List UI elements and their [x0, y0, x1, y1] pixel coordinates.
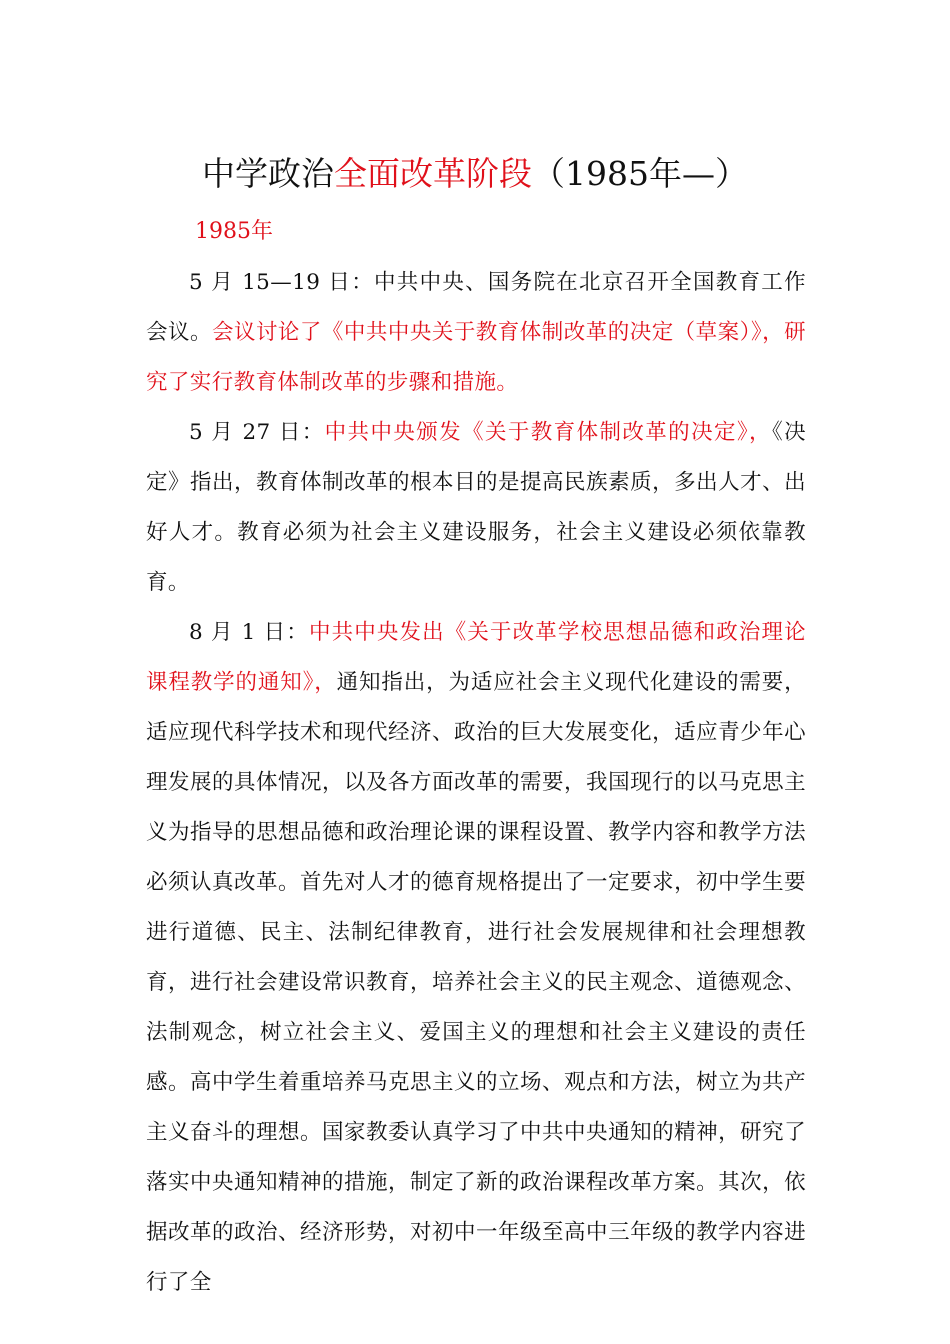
year-heading: 1985年 [195, 219, 273, 244]
paragraph-2-text-b: 《决定》指出，教育体制改革的根本目的是提高民族素质，多出人才、出好人才。教育必须为社会主义建设服务，社会主义建设必须依靠教育。 [146, 420, 806, 595]
paragraph-3-date: 8 月 1 日： [189, 620, 309, 645]
paragraph-3 [146, 608, 806, 1308]
title-part-3: （1985年—） [532, 154, 748, 193]
paragraph-1-highlight: 会议讨论了《中共中央关于教育体制改革的决定（草案）》，研究了实行教育体制改革的步骤和措施。 [146, 320, 807, 395]
paragraph-1-date: 5 月 15—19 日： [189, 270, 374, 295]
paragraph-1-text-a: 中共中央、国务院在北京召开全国教育工作会议。 [146, 270, 806, 345]
paragraph-2 [146, 408, 806, 608]
title-part-2: 全面改革阶段 [334, 154, 532, 193]
title-part-1: 中学政治 [202, 154, 334, 193]
paragraph-3-text-b: 通知指出，为适应社会主义现代化建设的需要，适应现代科学技术和现代经济、政治的巨大发展变化，适应青少年心理发展的具体情况，以及各方面改革的需要，我国现行的以马克思主义为指导的思想品德和政治理论课的课程设置、教学内容和教学方法必须认真改革。首先对人才的德育规格提出了一定要求，初中学生要进行道德、民主、法制纪律教育，进行社会发展规律和社会理想教育，进行社会建设常识教育，培养社会主义的民主观念、道德观念、法制观念，树立社会主义、爱国主义的理想和社会主义建设的责任感。高中学生着重培养马克思主义的立场、观点和方法，树立为共产主义奋斗的理想。国家教委认真学习了中共中央通知的精神，研究了落实中央通知精神的措施，制定了新的政治课程改革方案。其次，依据改革的政治、经济形势，对初中一年级至高中三年级的教学内容进行了全 [146, 670, 806, 1295]
paragraph-1 [146, 258, 806, 408]
paragraph-2-highlight: 中共中央颁发《关于教育体制改革的决定》， [324, 420, 772, 445]
paragraph-3-highlight: 中共中央发出《关于改革学校思想品德和政治理论课程教学的通知》， [146, 620, 807, 695]
document-body [146, 258, 806, 1308]
paragraph-2-date: 5 月 27 日： [189, 420, 325, 445]
page-title [0, 150, 950, 198]
